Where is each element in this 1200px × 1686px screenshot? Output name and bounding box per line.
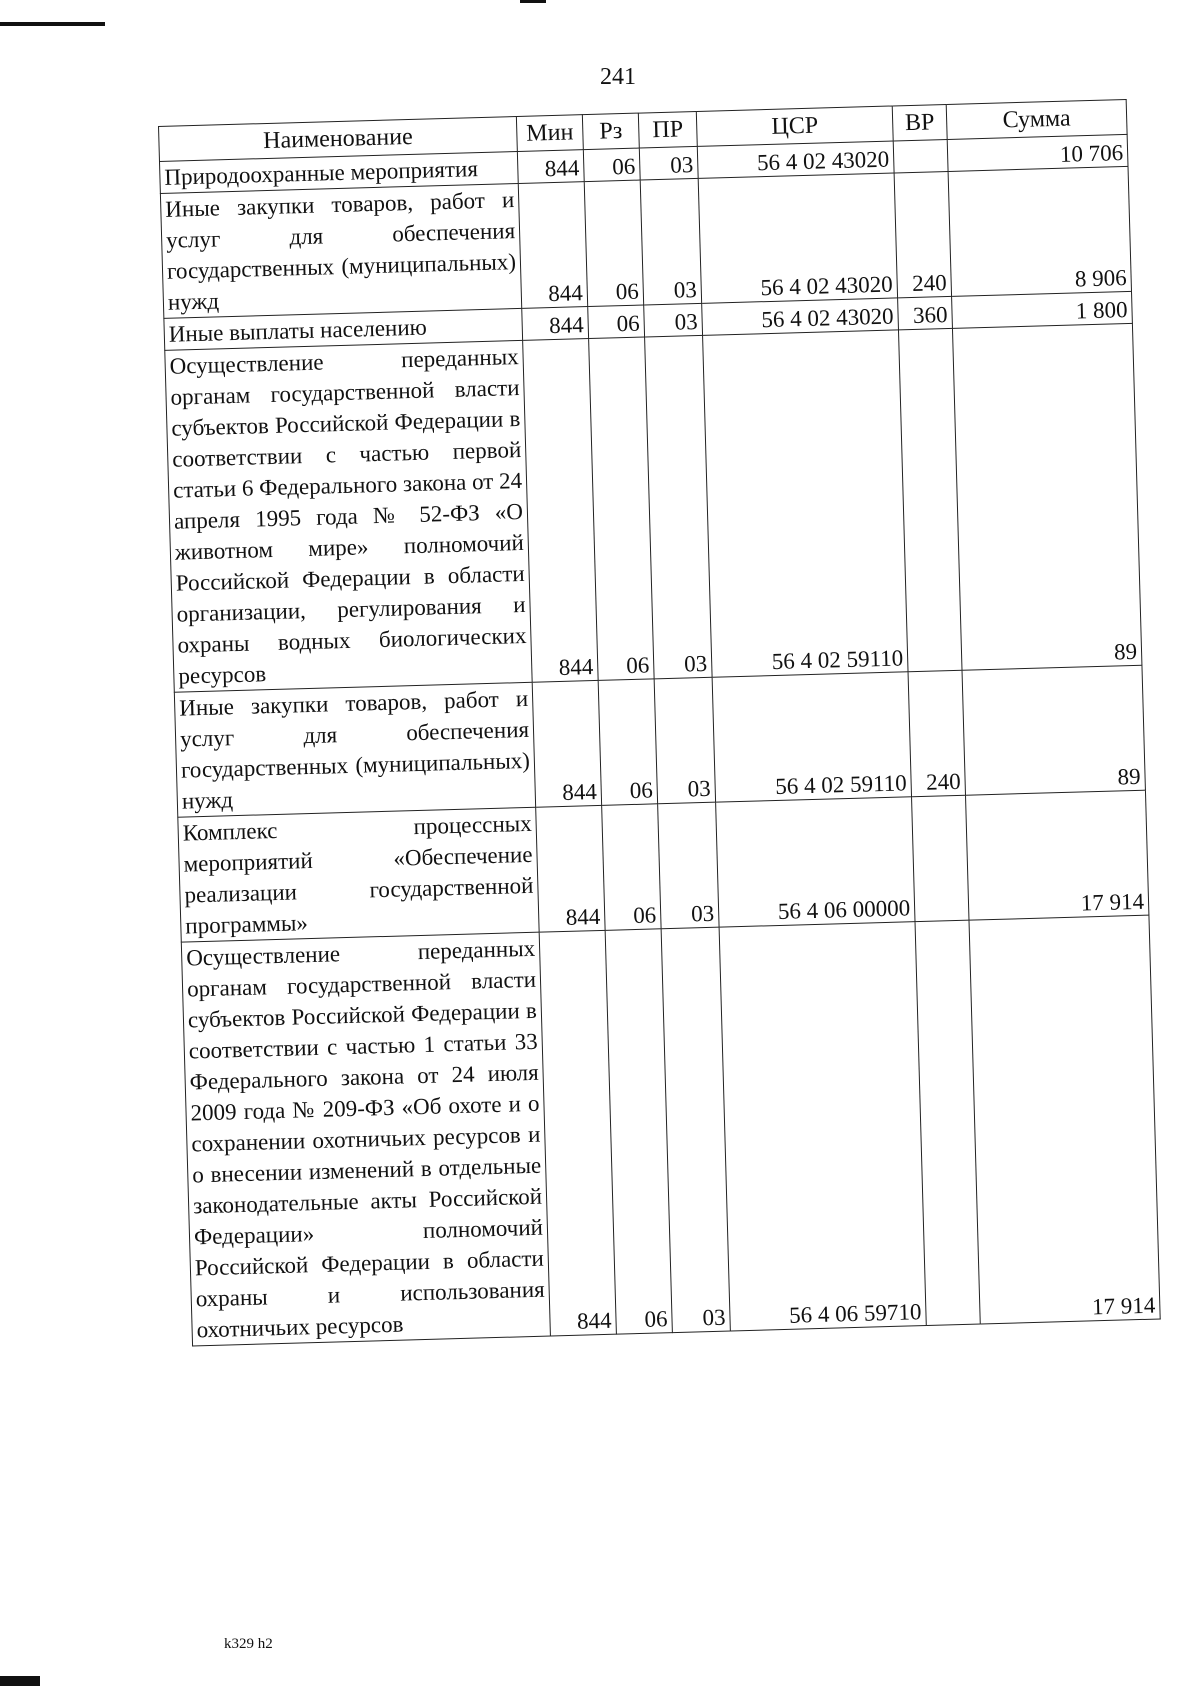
footer-code: k329 h2 [224, 1636, 273, 1652]
row-pr: 03 [644, 303, 703, 337]
budget-table-sheet [158, 99, 1160, 1347]
row-min: 844 [539, 930, 616, 1336]
row-pr: 03 [639, 146, 698, 180]
scan-edge-mark [0, 1676, 40, 1686]
header-vr: ВР [892, 104, 947, 140]
row-name: Иные выплаты населению [164, 308, 523, 350]
row-rz: 06 [605, 929, 672, 1334]
row-pr: 03 [645, 335, 713, 678]
budget-table [158, 99, 1161, 1347]
row-csr: 56 4 02 43020 [702, 298, 899, 335]
row-sum: 8 906 [948, 166, 1131, 296]
row-rz: 06 [583, 148, 640, 182]
row-vr [912, 795, 969, 921]
scan-edge-mark [0, 22, 105, 26]
row-min: 844 [523, 339, 599, 683]
row-vr: 240 [894, 171, 951, 297]
row-csr: 56 4 06 00000 [716, 797, 915, 927]
header-rz: Рз [582, 113, 639, 150]
row-csr: 56 4 02 43020 [697, 141, 894, 178]
row-sum: 89 [952, 323, 1141, 670]
header-min: Мин [516, 115, 583, 152]
row-rz: 06 [588, 305, 645, 339]
row-name: Комплекс процессных мероприятий «Обеспечение реализации государственной программы» [178, 807, 539, 942]
page-number: 241 [600, 64, 636, 90]
row-csr: 56 4 02 59110 [703, 330, 908, 677]
row-min: 844 [522, 307, 589, 341]
row-sum: 17 914 [966, 790, 1149, 920]
row-rz: 06 [598, 679, 657, 806]
row-sum: 1 800 [952, 291, 1133, 328]
row-min: 844 [532, 680, 601, 807]
row-csr: 56 4 02 43020 [698, 173, 897, 303]
row-rz: 06 [602, 804, 661, 931]
row-sum: 89 [962, 665, 1145, 795]
row-name: Осуществление переданных органам государственной власти субъектов Российской Федерации в соответствии с частью первой статьи 6 Федерального закона от 24 апреля 1995 года № 52-ФЗ «О животном мире» полномочий Российской Федерации в области организации, регулирования и охраны водных биологических ресурсов [165, 340, 532, 692]
row-vr: 360 [898, 296, 953, 329]
row-sum: 17 914 [969, 915, 1160, 1324]
row-sum: 10 706 [947, 134, 1128, 171]
header-name: Наименование [159, 116, 518, 161]
row-vr [898, 328, 962, 671]
row-pr: 03 [658, 802, 719, 929]
row-pr: 03 [654, 677, 715, 804]
row-name: Иные закупки товаров, работ и услуг для обеспечения государственных (муниципальных) нужд [160, 183, 521, 318]
row-rz: 06 [589, 337, 655, 680]
header-pr: ПР [638, 111, 697, 148]
row-rz: 06 [584, 180, 643, 307]
row-pr: 03 [640, 178, 701, 305]
header-sum: Сумма [946, 99, 1127, 139]
row-vr [893, 139, 948, 172]
row-name: Иные закупки товаров, работ и услуг для обеспечения государственных (муниципальных) нужд [174, 682, 535, 817]
row-min: 844 [536, 805, 605, 932]
row-min: 844 [518, 182, 587, 309]
row-min: 844 [517, 150, 584, 184]
row-csr: 56 4 06 59710 [719, 922, 926, 1331]
row-csr: 56 4 02 59110 [712, 672, 911, 802]
scan-edge-mark [520, 0, 546, 3]
row-name: Осуществление переданных органам государственной власти субъектов Российской Федерации в соответствии с частью 1 статьи 33 Федерального закона от 24 июля 2009 года № 209-ФЗ «Об охоте и о сохранении охотничьих ресурсов и о внесении изменений в отдельные законодательные акты Российской Федерации» полномочий Российской Федерации в области охраны и использования охотничьих ресурсов [181, 932, 550, 1346]
row-vr: 240 [908, 670, 965, 796]
row-name: Природоохранные мероприятия [159, 151, 518, 193]
row-pr: 03 [661, 927, 730, 1332]
table-row [165, 323, 1142, 692]
header-csr: ЦСР [696, 106, 893, 146]
table-row [181, 915, 1160, 1346]
